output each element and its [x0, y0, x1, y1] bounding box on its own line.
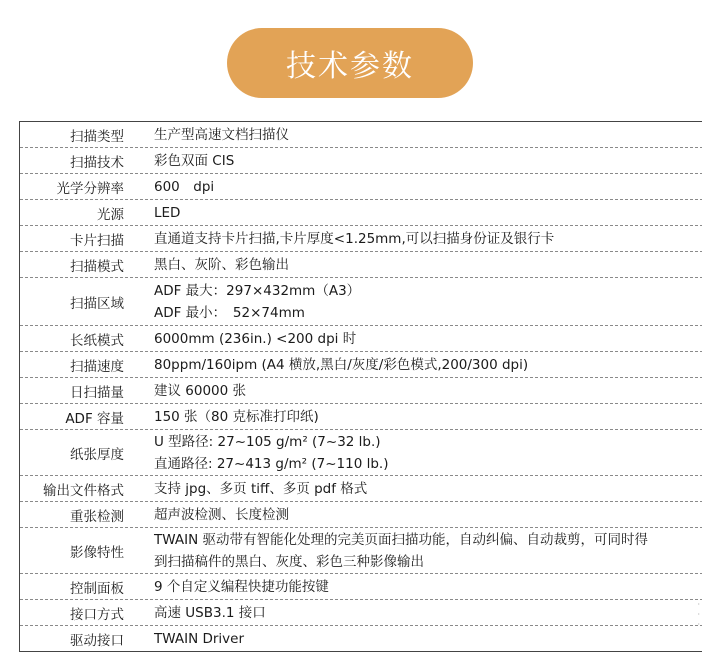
- spec-value: 9 个自定义编程快捷功能按键: [154, 578, 329, 595]
- spec-label: 扫描模式: [70, 258, 124, 275]
- spec-row-daily-volume: [20, 378, 702, 404]
- spec-label: 光源: [97, 206, 124, 223]
- spec-row-scan-tech: [20, 148, 702, 174]
- spec-row-interface: [20, 600, 702, 626]
- spec-label: 接口方式: [70, 606, 124, 623]
- spec-table: [19, 121, 702, 652]
- spec-value: 150 张（80 克标准打印纸): [154, 408, 319, 425]
- spec-row-image-features: [20, 528, 702, 574]
- spec-label: 扫描类型: [70, 128, 124, 145]
- spec-row-light-source: [20, 200, 702, 226]
- spec-label: ADF 容量: [65, 410, 124, 427]
- spec-row-card-scan: [20, 226, 702, 252]
- spec-row-control-panel: [20, 574, 702, 600]
- spec-value: 80ppm/160ipm (A4 横放,黑白/灰度/彩色模式,200/300 dpi): [154, 356, 529, 373]
- spec-row-paper-thickness: [20, 430, 702, 476]
- spec-value: TWAIN Driver: [154, 630, 245, 647]
- spec-label: 控制面板: [70, 580, 124, 597]
- spec-value: 生产型高速文档扫描仪: [154, 126, 289, 143]
- spec-row-long-paper: [20, 326, 702, 352]
- spec-row-resolution: [20, 174, 702, 200]
- spec-value: 6000mm (236in.) <200 dpi 时: [154, 330, 357, 347]
- spec-label: 扫描区域: [70, 295, 124, 312]
- spec-label: 重张检测: [70, 508, 124, 525]
- spec-value: 黑白、灰阶、彩色输出: [154, 256, 289, 273]
- spec-value: 彩色双面 CIS: [154, 152, 235, 169]
- spec-label: 纸张厚度: [70, 446, 124, 463]
- spec-row-output-format: [20, 476, 702, 502]
- section-title-badge: [227, 28, 473, 98]
- spec-label: 输出文件格式: [43, 482, 124, 499]
- spec-row-double-feed: [20, 502, 702, 528]
- spec-value: ADF 最大：297×432mm（A3） ADF 最小： 52×74mm: [154, 282, 361, 321]
- spec-row-scan-type: [20, 122, 702, 148]
- spec-label: 卡片扫描: [70, 232, 124, 249]
- spec-value: 直通道支持卡片扫描,卡片厚度<1.25mm,可以扫描身份证及银行卡: [154, 230, 555, 247]
- spec-value: TWAIN 驱动带有智能化处理的完美页面扫描功能，自动纠偏、自动裁剪，可同时得 到扫描稿件的黑白、灰度、彩色三种影像输出: [154, 531, 648, 570]
- spec-value: 600 dpi: [154, 178, 215, 195]
- spec-value: U 型路径: 27~105 g/m² (7~32 lb.) 直通路径: 27~413 g/m² (7~110 lb.): [154, 433, 389, 472]
- spec-label: 日扫描量: [70, 384, 124, 401]
- decorative-dots: · · ·: [697, 600, 700, 629]
- spec-value: 高速 USB3.1 接口: [154, 604, 266, 621]
- spec-row-driver: [20, 626, 702, 652]
- spec-label: 光学分辨率: [56, 180, 124, 197]
- spec-row-scan-mode: [20, 252, 702, 278]
- spec-value: 建议 60000 张: [154, 382, 247, 399]
- spec-label: 影像特性: [70, 544, 124, 561]
- spec-label: 扫描速度: [70, 358, 124, 375]
- spec-row-scan-area: [20, 278, 702, 326]
- section-title: 技术参数: [286, 49, 414, 84]
- spec-label: 驱动接口: [70, 632, 124, 649]
- spec-label: 长纸模式: [70, 332, 124, 349]
- spec-row-scan-speed: [20, 352, 702, 378]
- spec-value: LED: [154, 204, 181, 221]
- spec-value: 支持 jpg、多页 tiff、多页 pdf 格式: [154, 480, 368, 497]
- spec-value: 超声波检测、长度检测: [154, 506, 289, 523]
- spec-label: 扫描技术: [70, 154, 124, 171]
- spec-row-adf-capacity: [20, 404, 702, 430]
